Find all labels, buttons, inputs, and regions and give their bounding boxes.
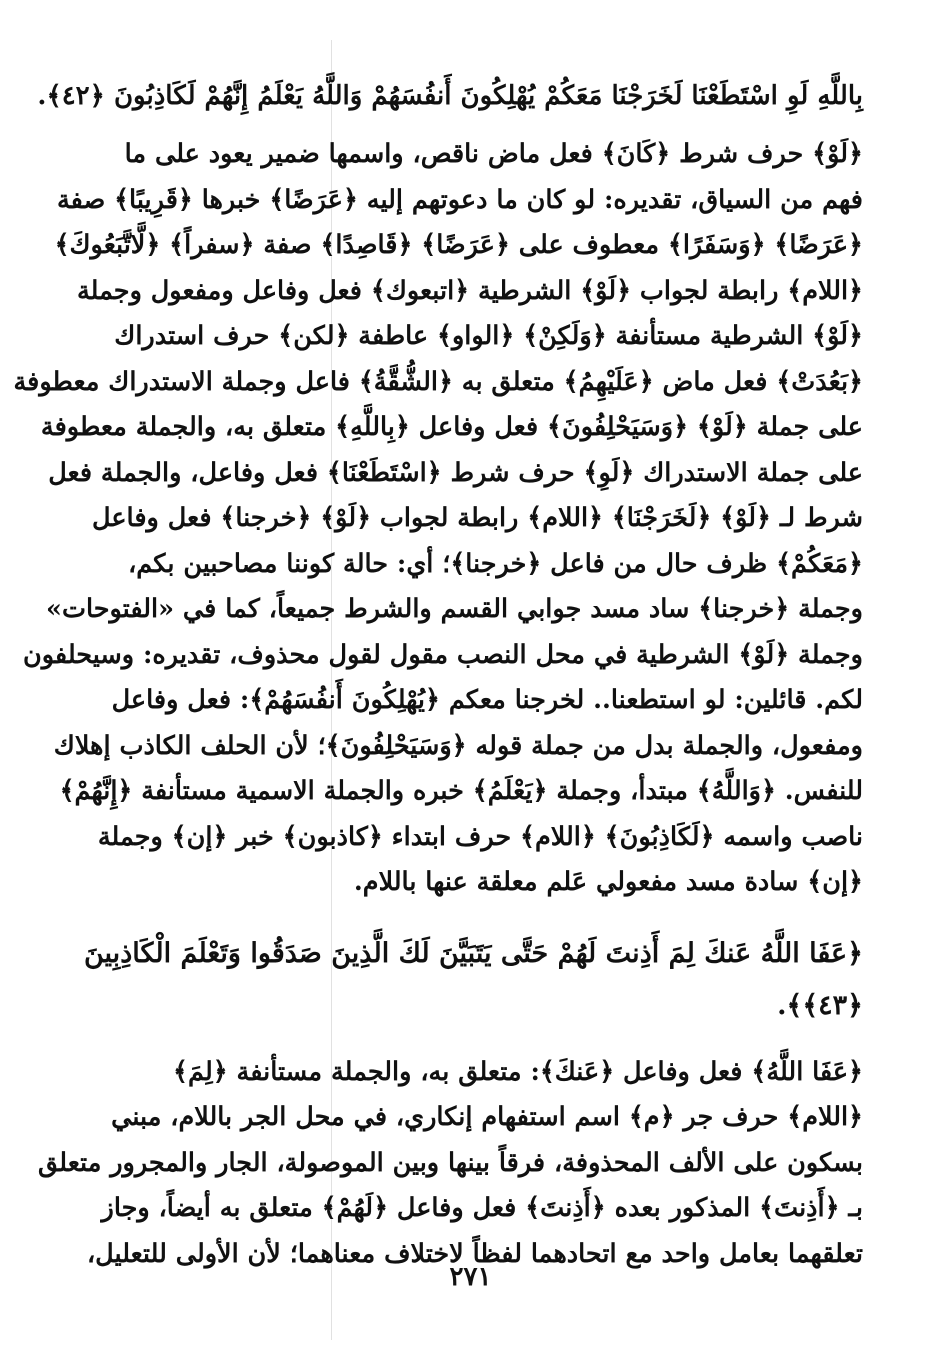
page-content <box>13 70 863 1277</box>
quran-verse-top: بِاللَّهِ لَوِ اسْتَطَعْنَا لَخَرَجْنَا مَعَكُمْ يُهْلِكُونَ أَنفُسَهُمْ وَاللَّهُ يَعْلَمُ إِنَّهُمْ لَكَاذِبُونَ ﴿٤٢﴾. <box>37 81 863 111</box>
text-line: ﴿لَوْ﴾ الشرطية مستأنفة ﴿وَلَكِنْ﴾ ﴿الواو﴾ عاطفة ﴿لكن﴾ حرف استدراك <box>114 321 863 351</box>
text-line: تعلقهما بعامل واحد مع اتحادهما لفظاً لاختلاف معناهما؛ لأن الأولى للتعليل، <box>86 1238 863 1269</box>
verse-line: ﴿٤٣﴾﴾. <box>777 989 863 1021</box>
text-line: شرط لـ ﴿لَوْ﴾ ﴿لَخَرَجْنَا﴾ ﴿اللام﴾ رابطة لجواب ﴿لَوْ﴾ ﴿خرجنا﴾ فعل وفاعل <box>92 503 863 533</box>
text-line: ﴿اللام﴾ حرف جر ﴿م﴾ اسم استفهام إنكاري، في محل الجر باللام، مبني <box>111 1102 863 1132</box>
page-number: ٢٧١ <box>449 1262 492 1292</box>
text-line: للنفس. ﴿وَاللَّهُ﴾ مبتدأ، وجملة ﴿يَعْلَمُ﴾ خبره والجملة الاسمية مستأنفة ﴿إِنَّهُمْ﴾ <box>59 776 863 806</box>
text-line: على جملة ﴿لَوْ﴾ ﴿وَسَيَحْلِفُونَ﴾ فعل وفاعل ﴿بِاللَّهِ﴾ متعلق به، والجملة معطوفة <box>40 412 863 442</box>
text-line: ﴿بَعُدَتْ﴾ فعل ماض ﴿عَلَيْهِمُ﴾ متعلق به ﴿الشُّقَّةُ﴾ فاعل وجملة الاستدراك معطوفة <box>13 366 863 397</box>
text-line: لكم. قائلين: لو استطعنا.. لخرجنا معكم ﴿يُهْلِكُونَ أَنفُسَهُمْ﴾: فعل وفاعل <box>111 685 863 715</box>
quran-verse-middle <box>83 928 863 1032</box>
text-line: ومفعول، والجملة بدل من جملة قوله ﴿وَسَيَحْلِفُونَ﴾؛ لأن الحلف الكاذب إهلاك <box>53 730 863 761</box>
text-line: ﴿إن﴾ سادة مسد مفعولي عَلم معلقة عنها باللام. <box>353 867 863 897</box>
text-line: فهم من السياق، تقديره: لو كان ما دعوتهم إليه ﴿عَرَضًا﴾ خبرها ﴿قَرِيبًا﴾ صفة <box>57 184 863 215</box>
text-line: ﴿عَفَا اللَّهُ﴾ فعل وفاعل ﴿عَنكَ﴾: متعلق به، والجملة مستأنفة ﴿لِمَ﴾ <box>173 1056 863 1087</box>
commentary-paragraph-2 <box>37 1050 863 1278</box>
text-line: ﴿اللام﴾ رابطة لجواب ﴿لَوْ﴾ الشرطية ﴿اتبعوك﴾ فعل وفاعل ومفعول وجملة <box>76 275 863 306</box>
text-line: بـ ﴿أَذِنتَ﴾ المذكور بعده ﴿أَذِنتَ﴾ فعل وفاعل ﴿لَهُمْ﴾ متعلق به أيضاً، وجاز <box>101 1193 863 1223</box>
text-line: على جملة الاستدراك ﴿لَوِ﴾ حرف شرط ﴿اسْتَطَعْنَا﴾ فعل وفاعل، والجملة فعل <box>48 457 863 488</box>
text-line: ﴿عَرَضًا﴾ ﴿وَسَفَرًا﴾ معطوف على ﴿عَرَضًا﴾ ﴿قَاصِدًا﴾ صفة ﴿سفراً﴾ ﴿لَّاتَّبَعُوكَ﴾ <box>54 230 863 260</box>
commentary-paragraph-1 <box>13 132 863 906</box>
text-line: ﴿لَوْ﴾ حرف شرط ﴿كَانَ﴾ فعل ماض ناقص، واسمها ضمير يعود على ما <box>124 139 863 169</box>
verse-line: ﴿عَفَا اللَّهُ عَنكَ لِمَ أَذِنتَ لَهُمْ حَتَّى يَتَبَيَّنَ لَكَ الَّذِينَ صَدَقُوا وَتَعْلَمَ الْكَاذِبِينَ <box>83 937 863 969</box>
text-line: وجملة ﴿خرجنا﴾ ساد مسد جوابي القسم والشرط جميعاً، كما في «الفتوحات» <box>46 594 863 624</box>
text-line: ناصب واسمه ﴿لَكَاذِبُونَ﴾ ﴿اللام﴾ حرف ابتداء ﴿كاذبون﴾ خبر ﴿إن﴾ وجملة <box>97 821 863 852</box>
text-line: ﴿مَعَكُمْ﴾ ظرف حال من فاعل ﴿خرجنا﴾؛ أي: حالة كوننا مصاحبين بكم، <box>128 548 863 579</box>
text-line: وجملة ﴿لَوْ﴾ الشرطية في محل النصب مقول لقول محذوف، تقديره: وسيحلفون <box>23 639 863 670</box>
text-line: بسكون على الألف المحذوفة، فرقاً بينها وبين الموصولة، الجار والمجرور متعلق <box>37 1147 863 1178</box>
